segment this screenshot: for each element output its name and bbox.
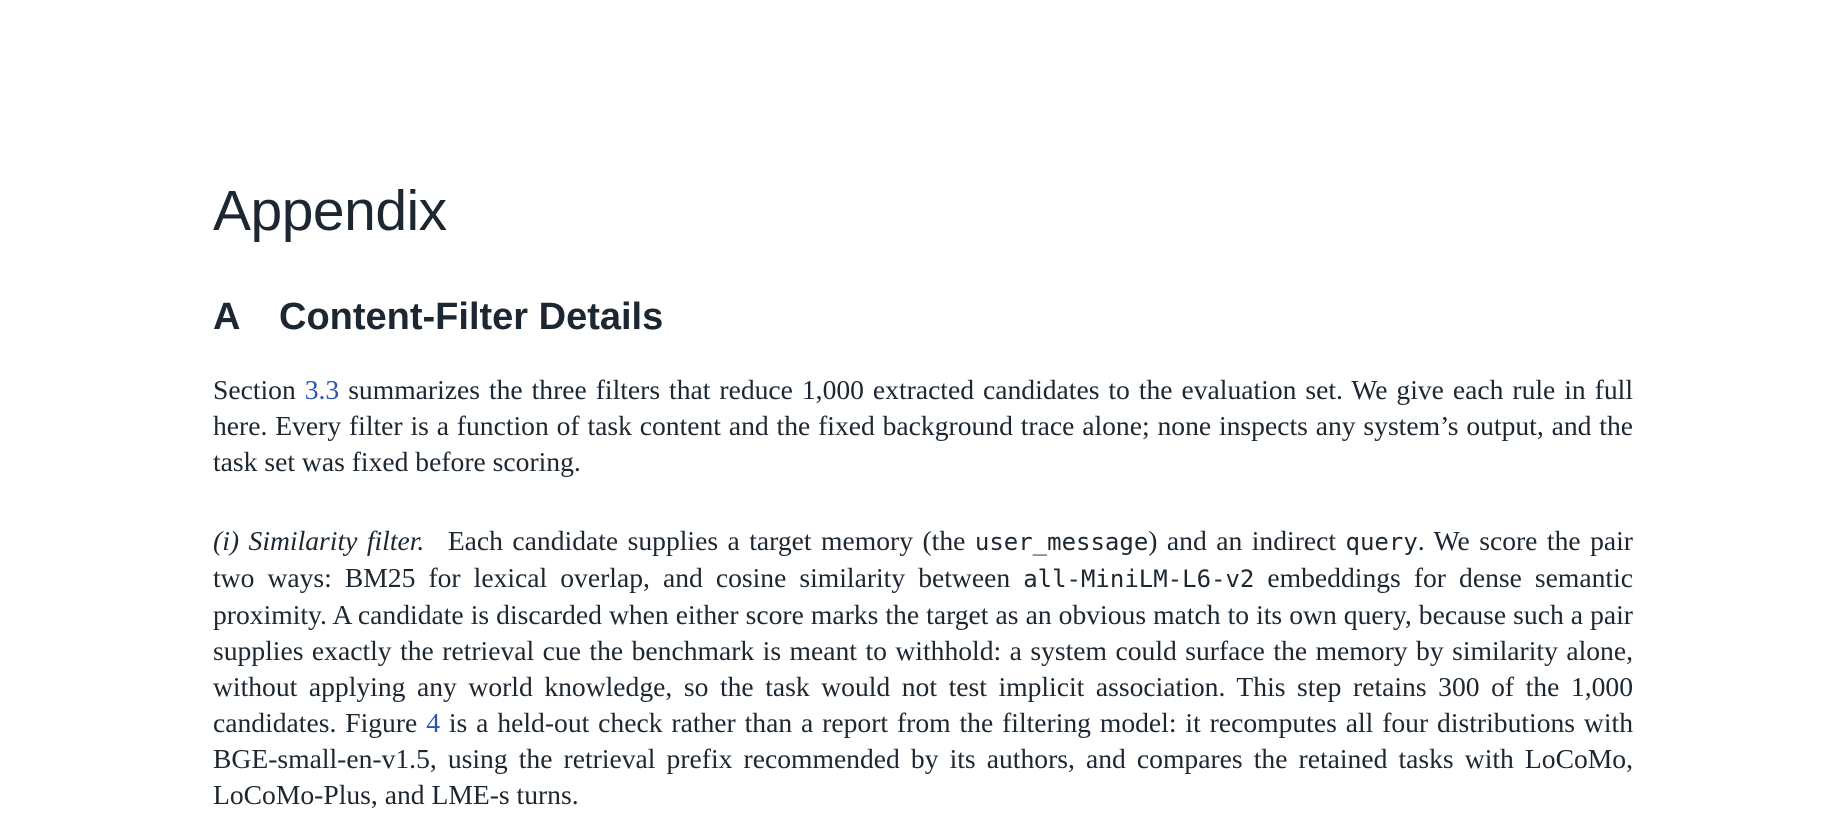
similarity-text-4: embeddings for dense semantic proximity. A candidate is discarded when either score marks the target as an obvious match to its own query, because such a pair supplies exactly the retrieval cue the benchmark is meant to withhold: a system could surface the memory by similarity alone, without applying any world knowledge, so the task would not test implicit association. This step retains 300 of the 1,000 candidates. Figure xyxy=(213,562,1633,738)
intro-text-2: summarizes the three filters that reduce 1,000 extracted candidates to the evaluation set. We give each rule in full here. Every filter is a function of task content and the fixed background trace alone; none inspects any system’s output, and the task set was fixed before scoring. xyxy=(213,374,1633,477)
code-user-message: user_message xyxy=(974,528,1149,556)
similarity-text-2: ) and an indirect xyxy=(1148,525,1346,556)
section-title: Content-Filter Details xyxy=(279,296,664,338)
intro-paragraph xyxy=(213,372,1633,480)
similarity-text-5: is a held-out check rather than a report from the filtering model: it recomputes all four distributions with BGE-small-en-v1.5, using the retrieval prefix recommended by its authors, and compares the retained tasks with LoCoMo, LoCoMo-Plus, and LME-s turns. xyxy=(213,707,1633,810)
section-heading xyxy=(213,294,663,340)
figure-ref-link[interactable]: 4 xyxy=(426,707,440,738)
similarity-text-1: Each candidate supplies a target memory (the xyxy=(447,525,975,556)
similarity-text-3: . We score the pair two ways: BM25 for lexical overlap, and cosine similarity between xyxy=(213,525,1633,593)
appendix-title: Appendix xyxy=(213,179,447,243)
intro-text-1: Section xyxy=(213,374,305,405)
similarity-filter-paragraph xyxy=(213,523,1633,813)
section-number: A xyxy=(213,296,241,338)
similarity-filter-runin: (i) Similarity filter. xyxy=(213,525,425,556)
code-query: query xyxy=(1345,528,1418,556)
code-model-name: all-MiniLM-L6-v2 xyxy=(1023,565,1255,593)
section-ref-link[interactable]: 3.3 xyxy=(304,374,340,405)
